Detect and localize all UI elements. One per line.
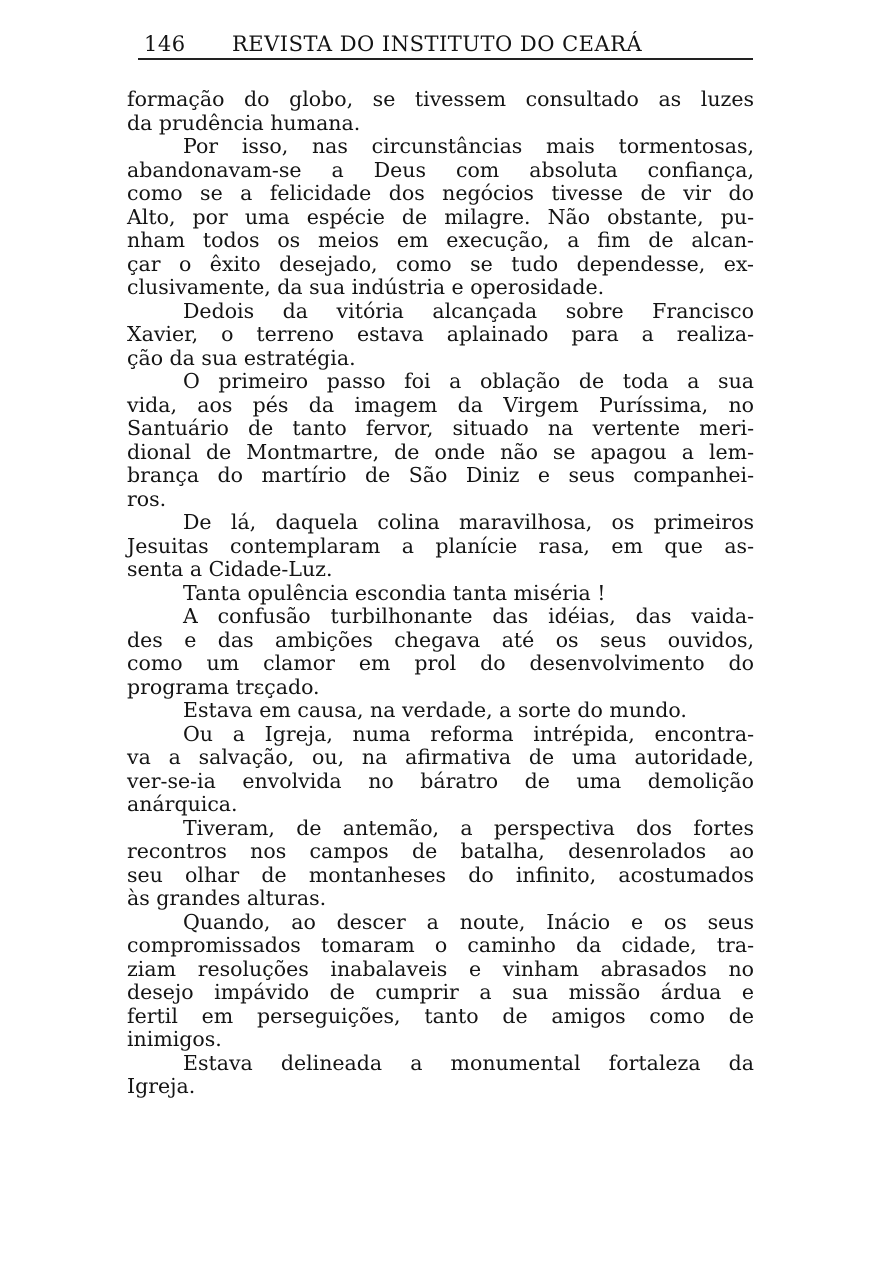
text-line: ros.	[127, 486, 167, 511]
text-line: va a salvação, ou, na afirmativa de uma autoridade,	[127, 745, 754, 769]
running-header	[138, 30, 753, 60]
text-line: ziam resoluções inabalaveis e vinham abrasados no	[127, 956, 754, 981]
text-line: Estava em causa, na verdade, a sorte do mundo.	[183, 698, 687, 722]
text-line: dional de Montmartre, de onde não se apagou a lem-	[127, 439, 754, 464]
text-line: Ou a Igreja, numa reforma intrépida, encontra-	[183, 721, 754, 746]
text-line: compromissados tomaram o caminho da cidade, tra-	[127, 933, 754, 957]
text-line: Dedois da vitória alcançada sobre Francisco	[183, 298, 754, 323]
text-line: da prudência humana.	[127, 110, 361, 135]
text-line: recontros nos campos de batalha, desenrolados ao	[127, 839, 754, 863]
text-line: Tiveram, de antemão, a perspectiva dos fortes	[183, 815, 754, 840]
text-line: çar o êxito desejado, como se tudo dependesse, ex-	[127, 251, 754, 276]
text-line: ção da sua estratégia.	[127, 345, 356, 370]
text-line: Alto, por uma espécie de milagre. Não obstante, pu-	[127, 204, 754, 229]
text-line: Tanta opulência escondia tanta miséria !	[183, 580, 606, 605]
text-line: programa trεçado.	[127, 674, 320, 699]
text-line: brança do martírio de São Diniz e seus companhei-	[127, 463, 754, 487]
text-line: inimigos.	[127, 1027, 222, 1051]
text-line: Quando, ao descer a noute, Inácio e os seus	[183, 909, 754, 934]
text-line: às grandes alturas.	[127, 886, 327, 910]
text-line: O primeiro passo foi a oblação de toda a sua	[183, 369, 754, 393]
text-line: vida, aos pés da imagem da Virgem Puríssima, no	[127, 392, 754, 417]
text-line: abandonavam-se a Deus com absoluta confiança,	[127, 157, 754, 182]
text-line: clusivamente, da sua indústria e operosidade.	[127, 275, 605, 299]
text-line: seu olhar de montanheses do infinito, acostumados	[127, 862, 754, 887]
text-line: des e das ambições chegava até os seus ouvidos,	[127, 627, 754, 652]
journal-title: REVISTA DO INSTITUTO DO CEARÁ	[232, 32, 643, 56]
text-line: Estava delineada a monumental fortaleza da	[183, 1050, 754, 1075]
text-line: Igreja.	[127, 1074, 196, 1098]
text-line: ver-se-ia envolvida no báratro de uma demolição	[127, 768, 754, 793]
text-line: Santuário de tanto fervor, situado na vertente meri-	[127, 416, 754, 440]
body-text	[127, 88, 754, 1099]
text-line: como um clamor em prol do desenvolvimento do	[127, 651, 754, 675]
text-line: Xavier, o terreno estava aplainado para a realiza-	[127, 322, 754, 346]
text-line: Por isso, nas circunstâncias mais tormentosas,	[183, 134, 754, 158]
text-line: formação do globo, se tivessem consultado as luzes	[127, 87, 754, 111]
text-line: A confusão turbilhonante das idéias, das vaida-	[183, 604, 754, 628]
page-number: 146	[144, 32, 186, 56]
text-line: nham todos os meios em execução, a fim de alcan-	[127, 228, 754, 252]
text-line: senta a Cidade-Luz.	[127, 557, 333, 581]
text-line: anárquica.	[127, 792, 238, 816]
text-line: como se a felicidade dos negócios tivesse de vir do	[127, 181, 754, 205]
text-line: De lá, daquela colina maravilhosa, os primeiros	[183, 510, 754, 534]
text-line: desejo impávido de cumprir a sua missão árdua e	[127, 980, 754, 1004]
text-line: Jesuitas contemplaram a planície rasa, em que as-	[127, 533, 754, 558]
text-line: fertil em perseguições, tanto de amigos como de	[127, 1003, 754, 1028]
